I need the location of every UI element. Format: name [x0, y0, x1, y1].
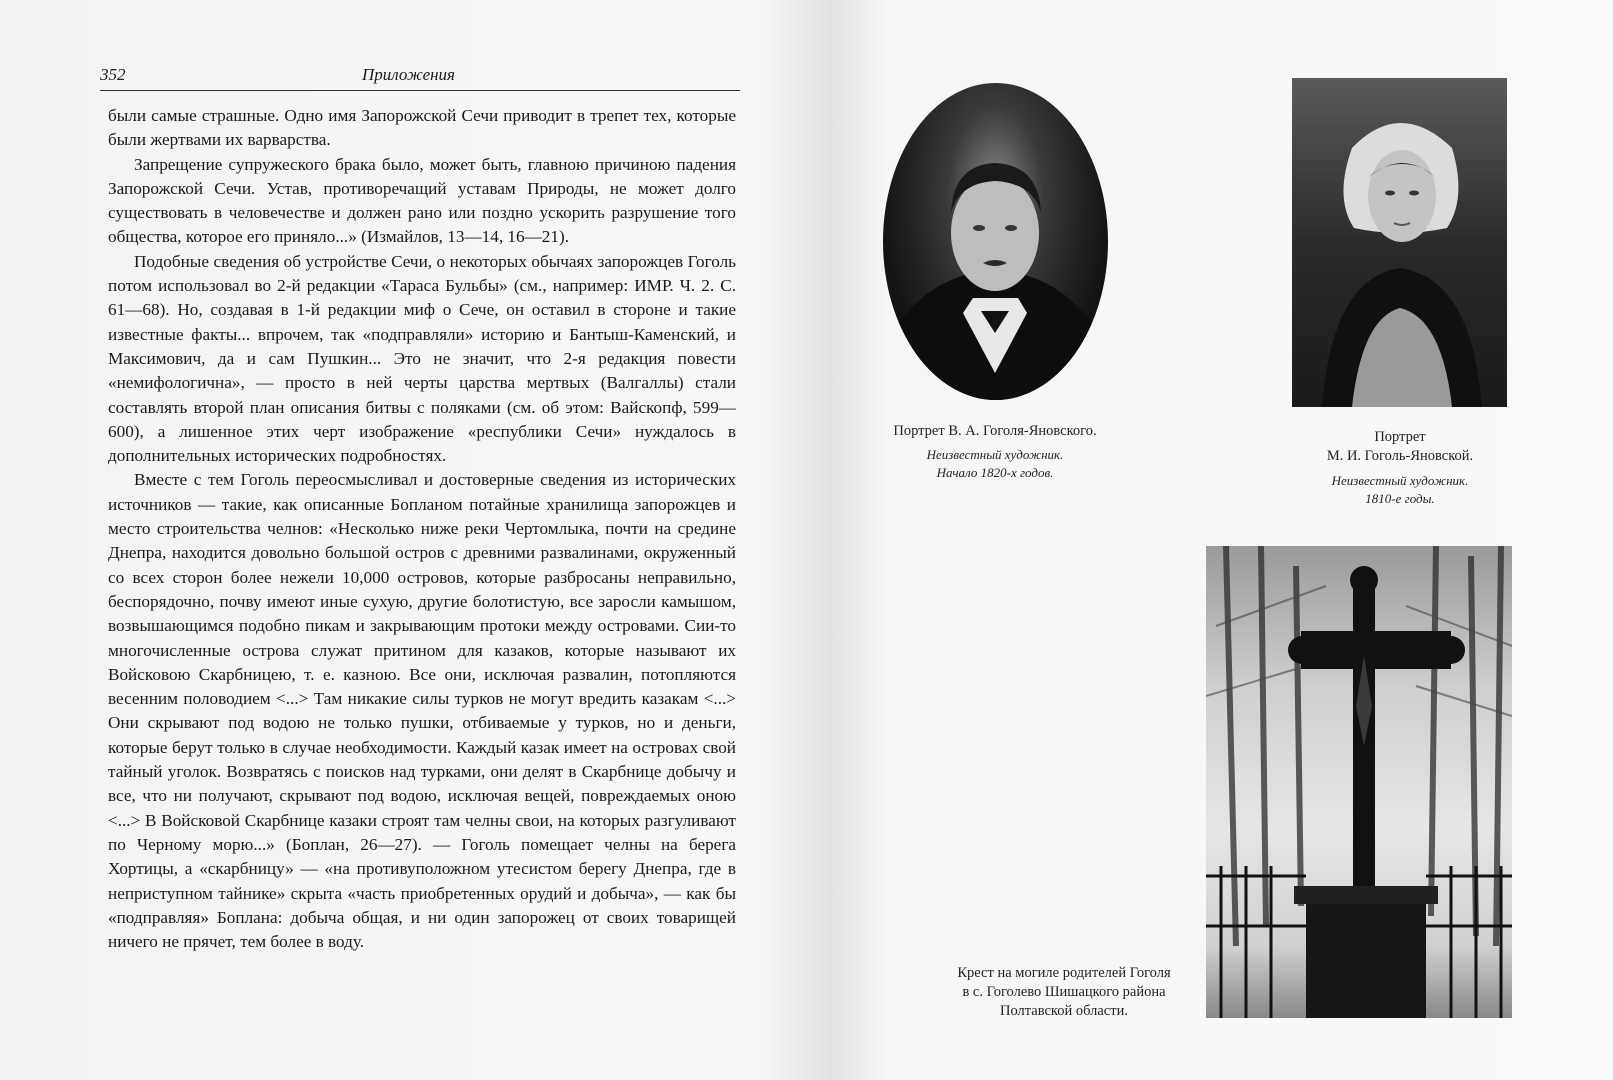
grave-cross-photo [1206, 546, 1512, 1018]
portrait2-artist: Неизвестный художник. [1331, 473, 1469, 488]
running-head [100, 60, 740, 91]
portrait1-caption [870, 422, 1120, 482]
paragraph: Вместе с тем Гоголь переосмысливал и достоверные сведения из исторических источников — такие, как описанные Бопланом потайные хранилища запорожцев и место строительства челнов: «Несколько ниже реки Чертомлыка, почти на средине Днепра, находится довольно большой остров с древними развалинами, окруженный со всех сторон более нежели 10,000 островов, которые разбросаны неправильно, беспорядочно, почву имеют иные сухую, другие болотистую, все заросли камышом, возвышающимся подобно пикам и закрывающим протоки между островами. Сии-то многочисленные острова служат притином для казаков, которые называют их Войсковою Скарбницею, т. е. казною. Все они, исключая развалин, потопляются весенним половодием <...> Там никакие силы турков не могут вредить казакам <...> Они скрывают под водою не только пушки, отбиваемые у турков, но и деньги, которые берут только в случае необходимости. Каждый казак имеет на островах свой тайный уголок. Возвратясь с поисков над турками, они делят в Скарбнице добычу и все, что ни получают, скрывают под водою, исключая вещей, повреждаемых оною <...> В Войсковой Скарбнице казаки строят там челны свои, на которых разгуливают по Черному морю...» (Боплан, 26—27). — Гоголь помещает челны на берега Хортицы, а «скарбницу» — «на противуположном утесистом берегу Днепра, где в неприступном тайнике» скрыта «часть приобретенных орудий и добыча», — как бы «подправляя» Боплана: добыча общая, и ни один запорожец от своих товарищей ничего не прячет, тем более в воду. [108, 470, 736, 952]
cross-caption-line1: Крест на могиле родителей Гоголя [957, 965, 1171, 981]
body-text [108, 104, 736, 954]
page-number: 352 [100, 65, 126, 84]
cross-caption [930, 964, 1198, 1021]
man-portrait-icon [883, 83, 1108, 400]
cross-caption-line2: в с. Гоголево Шишацкого района [962, 984, 1166, 1000]
section-title: Приложения [362, 65, 455, 84]
portrait-gogol-yanovsky-image [883, 83, 1108, 400]
portrait-gogol-yanovskaya-image [1292, 78, 1507, 407]
portrait1-title: Портрет В. А. Гоголя-Яновского. [893, 423, 1097, 439]
left-page [100, 60, 740, 1060]
paragraph: Подобные сведения об устройстве Сечи, о некоторых обычаях запорожцев Гоголь потом использовал во 2-й редакции «Тараса Бульбы» (см., например: ИМР. Ч. 2. С. 61—68). Но, создавая в 1-й редакции миф о Сече, он оставил в стороне и такие известные факты... впрочем, так «подправляли» историю и Бантыш-Каменский, и Максимович, да и сам Пушкин... Это не значит, что 2-я редакция повести «немифологична», — просто в ней черты царства мертвых (Валгаллы) стали составлять второй план описания битвы с поляками (см. об этом: Вайскопф, 599—600), а лишенное этих черт изображение «республики Сечи» нуждалось в дополнительных исторических подробностях. [108, 251, 736, 466]
woman-portrait-icon [1292, 78, 1507, 407]
portrait1-date: Начало 1820-х годов. [936, 465, 1054, 480]
paragraph: Запрещение супружеского брака было, может быть, главною причиною падения Запорожской Сечи. Устав, противоречащий уставам Природы, не может долго существовать в человечестве и должен рано или поздно ускорить разрушение того общества, которое его приняло...» (Измайлов, 13—14, 16—21). [108, 154, 736, 247]
cross-icon [1206, 546, 1512, 1018]
portrait2-title-line1: Портрет [1374, 429, 1426, 445]
portrait2-title-line2: М. И. Гоголь-Яновской. [1326, 448, 1474, 464]
paragraph: были самые страшные. Одно имя Запорожской Сечи приводит в трепет тех, которые были жертвами их варварства. [108, 106, 736, 150]
portrait1-artist: Неизвестный художник. [926, 447, 1064, 462]
portrait2-date: 1810-е годы. [1365, 491, 1435, 506]
portrait2-caption [1290, 428, 1510, 508]
cross-caption-line3: Полтавской области. [1000, 1003, 1128, 1019]
